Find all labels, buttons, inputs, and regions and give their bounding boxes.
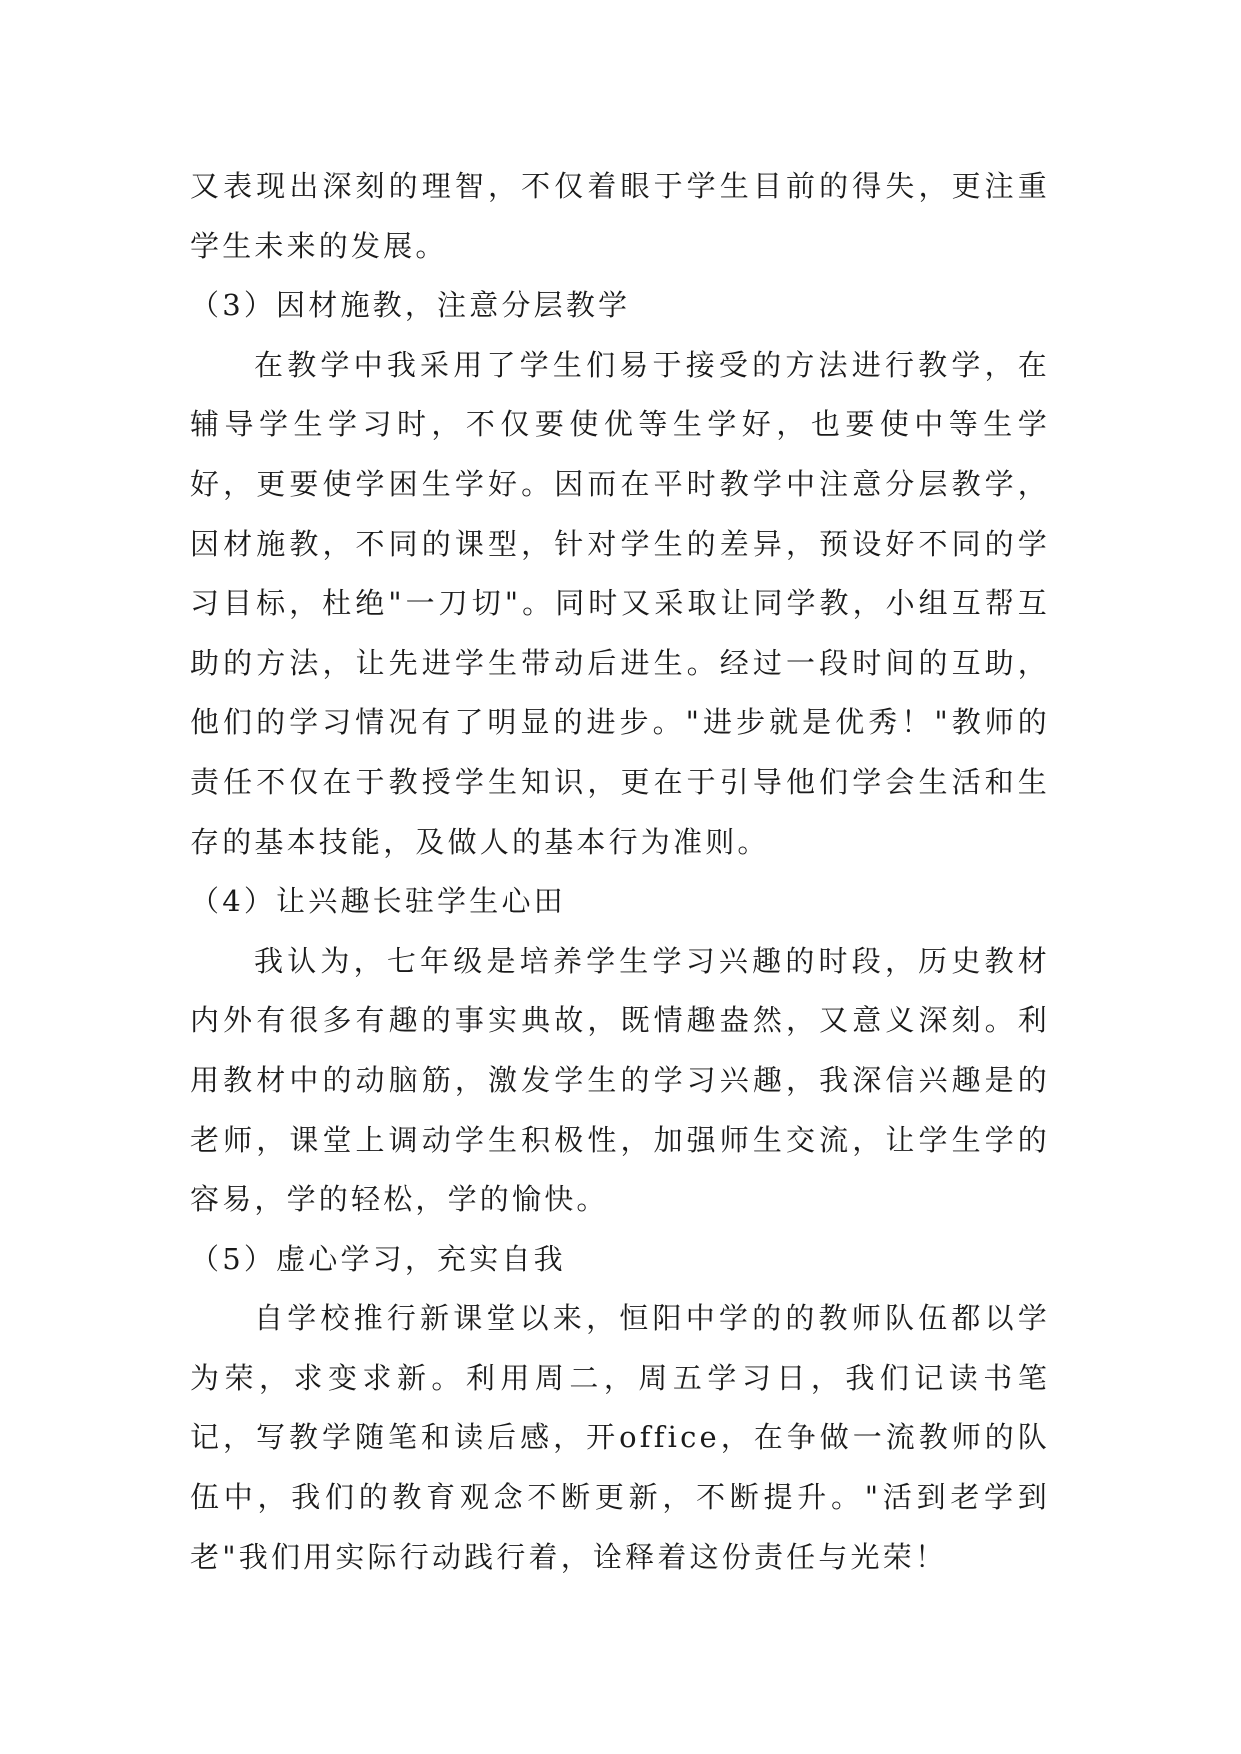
body-paragraph: 自学校推行新课堂以来，恒阳中学的的教师队伍都以学为荣，求变求新。利用周二，周五学习日，我们记读书笔记，写教学随笔和读后感，开office，在争做一流教师的队伍中，我们的教育观念不断更新，不断提升。"活到老学到老"我们用实际行动践行着，诠释着这份责任与光荣！ xyxy=(190,1301,1050,1574)
body-paragraph-continued: 又表现出深刻的理智，不仅着眼于学生目前的得失，更注重学生未来的发展。 xyxy=(190,169,1050,263)
section-heading-3: （3）因材施教，注意分层教学 xyxy=(190,288,631,323)
document-body xyxy=(190,157,1050,1587)
section-heading-4: （4）让兴趣长驻学生心田 xyxy=(190,884,566,919)
body-paragraph: 在教学中我采用了学生们易于接受的方法进行教学，在辅导学生学习时，不仅要使优等生学好，也要使中等生学好，更要使学困生学好。因而在平时教学中注意分层教学，因材施教，不同的课型，针对学生的差异，预设好不同的学习目标，杜绝"一刀切"。同时又采取让同学教，小组互帮互助的方法，让先进学生带动后进生。经过一段时间的互助，他们的学习情况有了明显的进步。"进步就是优秀！"教师的责任不仅在于教授学生知识，更在于引导他们学会生活和生存的基本技能，及做人的基本行为准则。 xyxy=(190,347,1050,859)
body-paragraph: 我认为，七年级是培养学生学习兴趣的时段，历史教材内外有很多有趣的事实典故，既情趣盎然，又意义深刻。利用教材中的动脑筋，激发学生的学习兴趣，我深信兴趣是的老师，课堂上调动学生积极性，加强师生交流，让学生学的容易，学的轻松，学的愉快。 xyxy=(190,943,1050,1217)
section-heading-5: （5）虚心学习，充实自我 xyxy=(190,1241,566,1276)
